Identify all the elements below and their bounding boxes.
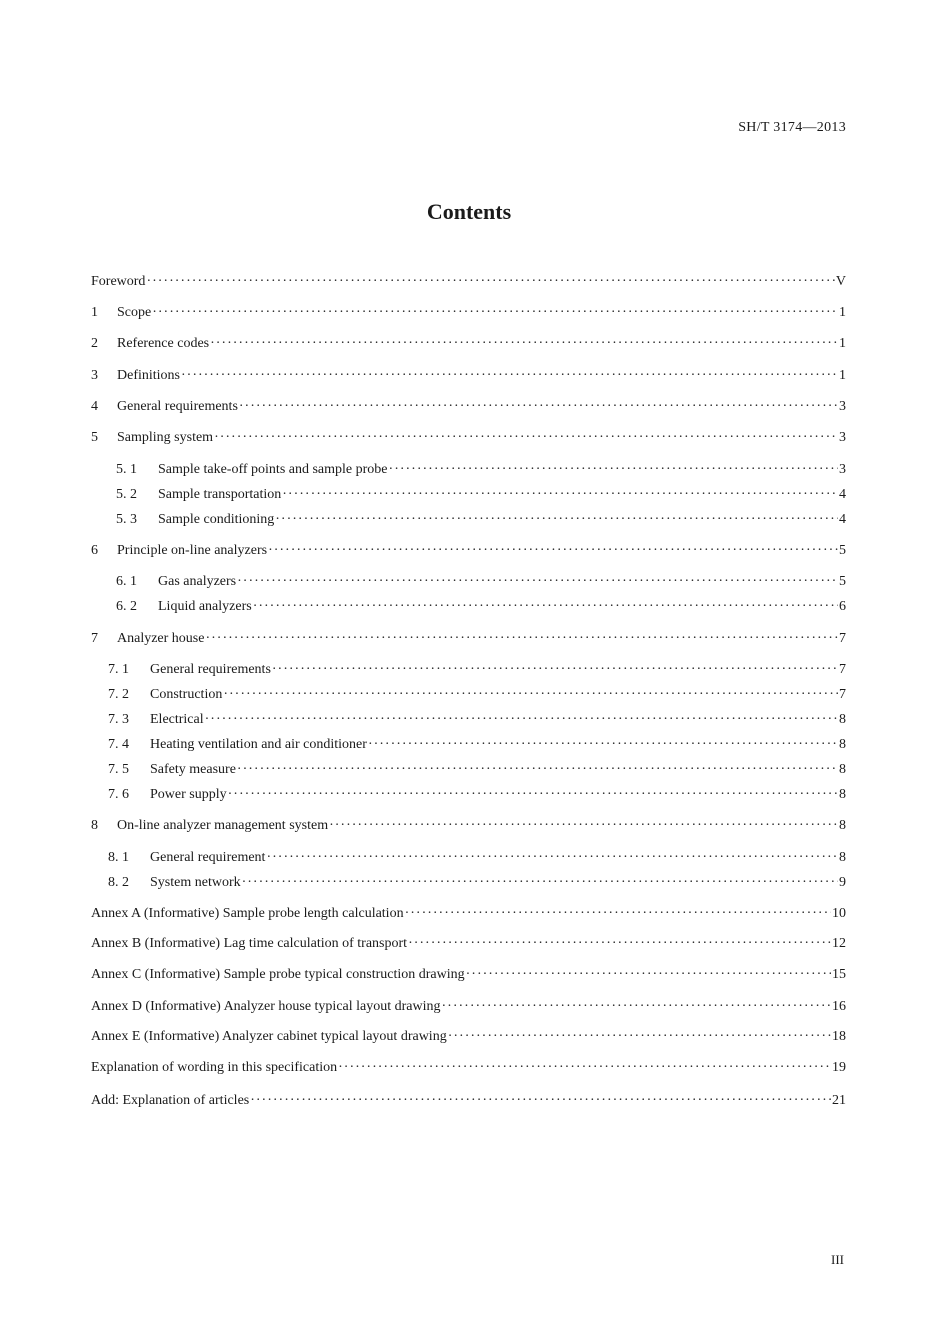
toc-entry-number: 7. 4: [108, 737, 129, 752]
dot-leader: [239, 397, 838, 417]
dot-leader: [205, 710, 838, 730]
dot-leader: [181, 366, 838, 386]
toc-entry-6-1[interactable]: [116, 572, 846, 592]
toc-entry-label: Annex B (Informative) Lag time calculation of transport: [91, 936, 408, 951]
dot-leader: [442, 997, 831, 1017]
toc-entry-number: 5. 3: [116, 512, 137, 527]
toc-entry-number: 6. 1: [116, 574, 137, 589]
dot-leader: [275, 510, 838, 530]
dot-leader: [405, 904, 831, 924]
toc-entry-label: General requirements: [117, 399, 238, 414]
dot-leader: [389, 460, 838, 480]
toc-entry-number: 2: [91, 336, 98, 351]
toc-entry-number: 6: [91, 543, 98, 558]
toc-entry-number: 7: [91, 631, 98, 646]
toc-entry-5[interactable]: [91, 428, 846, 448]
toc-entry-number: 6. 2: [116, 599, 137, 614]
toc-entry-number: 8: [91, 818, 98, 833]
dot-leader: [338, 1058, 831, 1078]
dot-leader: [242, 873, 838, 893]
toc-entry-number: 7. 5: [108, 762, 129, 777]
toc-entry-5-3[interactable]: [116, 510, 846, 530]
toc-entry-7-5[interactable]: [108, 760, 846, 780]
toc-entry-foreword[interactable]: [91, 272, 846, 292]
dot-leader: [237, 760, 838, 780]
dot-leader: [152, 303, 838, 323]
toc-entry-label: Principle on-line analyzers: [117, 543, 268, 558]
toc-entry-label: General requirement: [150, 850, 266, 865]
toc-entry-page: 4: [839, 512, 846, 527]
toc-entry-page: 8: [839, 850, 846, 865]
dot-leader: [266, 848, 838, 868]
dot-leader: [282, 485, 838, 505]
dot-leader: [272, 660, 838, 680]
standard-code: SH/T 3174—2013: [738, 120, 846, 135]
toc-entry-page: 3: [839, 430, 846, 445]
toc-entry-page: 7: [839, 687, 846, 702]
toc-entry-page: 12: [832, 936, 846, 951]
toc-entry-label: Definitions: [117, 368, 180, 383]
toc-entry-page: 8: [839, 818, 846, 833]
dot-leader: [210, 334, 838, 354]
toc-entry-explanation-wording[interactable]: [91, 1058, 846, 1078]
toc-entry-8[interactable]: [91, 816, 846, 836]
toc-entry-label: Foreword: [91, 274, 146, 289]
toc-entry-number: 5: [91, 430, 98, 445]
toc-entry-7-2[interactable]: [108, 685, 846, 705]
toc-entry-1[interactable]: [91, 303, 846, 323]
toc-entry-page: 9: [839, 875, 846, 890]
toc-entry-explanation-articles[interactable]: [91, 1091, 846, 1111]
dot-leader: [368, 735, 838, 755]
toc-entry-page: 5: [839, 574, 846, 589]
toc-entry-label: Annex D (Informative) Analyzer house typical layout drawing: [91, 999, 441, 1014]
dot-leader: [146, 272, 834, 292]
page-title: Contents: [426, 199, 512, 224]
dot-leader: [329, 816, 838, 836]
dot-leader: [408, 934, 831, 954]
toc-entry-label: System network: [150, 875, 241, 890]
toc-entry-annex-c[interactable]: [91, 965, 846, 985]
toc-entry-7-6[interactable]: [108, 785, 846, 805]
toc-entry-label: Heating ventilation and air conditioner: [150, 737, 367, 752]
toc-entry-page: 8: [839, 737, 846, 752]
toc-entry-5-2[interactable]: [116, 485, 846, 505]
toc-entry-page: 21: [832, 1093, 846, 1108]
toc-entry-page: 18: [832, 1029, 846, 1044]
toc-entry-page: 4: [839, 487, 846, 502]
toc-entry-label: On-line analyzer management system: [117, 818, 329, 833]
toc-entry-annex-a[interactable]: [91, 904, 846, 924]
toc-entry-number: 4: [91, 399, 98, 414]
toc-entry-page: 6: [839, 599, 846, 614]
toc-entry-page: 3: [839, 462, 846, 477]
toc-entry-page: 5: [839, 543, 846, 558]
dot-leader: [448, 1027, 831, 1047]
toc-entry-page: 8: [839, 762, 846, 777]
dot-leader: [466, 965, 831, 985]
toc-entry-page: 15: [832, 967, 846, 982]
toc-entry-6-2[interactable]: [116, 597, 846, 617]
toc-entry-6[interactable]: [91, 541, 846, 561]
toc-entry-label: Electrical: [150, 712, 204, 727]
dot-leader: [223, 685, 838, 705]
toc-entry-page: 19: [832, 1060, 846, 1075]
toc-entry-number: 7. 3: [108, 712, 129, 727]
toc-entry-label: Annex A (Informative) Sample probe length calculation: [91, 906, 404, 921]
toc-entry-label: Scope: [117, 305, 152, 320]
dot-leader: [214, 428, 838, 448]
dot-leader: [237, 572, 838, 592]
toc-entry-2[interactable]: [91, 334, 846, 354]
toc-entry-label: Sample take-off points and sample probe: [158, 462, 388, 477]
dot-leader: [268, 541, 838, 561]
toc-entry-7[interactable]: [91, 629, 846, 649]
toc-entry-page: 1: [839, 336, 846, 351]
toc-entry-annex-b[interactable]: [91, 934, 846, 954]
toc-entry-label: Gas analyzers: [158, 574, 237, 589]
toc-entry-label: Sampling system: [117, 430, 214, 445]
toc-entry-8-2[interactable]: [108, 873, 846, 893]
toc-entry-7-1[interactable]: [108, 660, 846, 680]
toc-entry-label: Power supply: [150, 787, 227, 802]
toc-entry-label: Sample conditioning: [158, 512, 275, 527]
toc-entry-7-4[interactable]: [108, 735, 846, 755]
toc-entry-label: Liquid analyzers: [158, 599, 252, 614]
toc-entry-5-1[interactable]: [116, 460, 846, 480]
toc-entry-label: Explanation of wording in this specification: [91, 1060, 338, 1075]
toc-entry-page: 16: [832, 999, 846, 1014]
dot-leader: [253, 597, 838, 617]
toc-entry-number: 5. 2: [116, 487, 137, 502]
toc-entry-page: 7: [839, 631, 846, 646]
toc-entry-number: 5. 1: [116, 462, 137, 477]
dot-leader: [228, 785, 838, 805]
toc-entry-page: 8: [839, 712, 846, 727]
toc-entry-number: 7. 6: [108, 787, 129, 802]
toc-entry-number: 7. 1: [108, 662, 129, 677]
toc-entry-page: 1: [839, 305, 846, 320]
dot-leader: [250, 1091, 831, 1111]
toc-entry-page: 7: [839, 662, 846, 677]
toc-entry-3[interactable]: [91, 366, 846, 386]
toc-entry-label: Safety measure: [150, 762, 236, 777]
toc-entry-label: Analyzer house: [117, 631, 205, 646]
toc-entry-annex-d[interactable]: [91, 997, 846, 1017]
toc-entry-number: 7. 2: [108, 687, 129, 702]
toc-entry-4[interactable]: [91, 397, 846, 417]
toc-entry-page: V: [835, 274, 846, 289]
toc-entry-label: General requirements: [150, 662, 271, 677]
toc-entry-8-1[interactable]: [108, 848, 846, 868]
toc-entry-number: 8. 1: [108, 850, 129, 865]
dot-leader: [205, 629, 838, 649]
toc-entry-label: Annex E (Informative) Analyzer cabinet typical layout drawing: [91, 1029, 447, 1044]
toc-entry-label: Sample transportation: [158, 487, 282, 502]
toc-entry-page: 8: [839, 787, 846, 802]
toc-entry-page: 3: [839, 399, 846, 414]
toc-entry-label: Add: Explanation of articles: [91, 1093, 250, 1108]
toc-entry-label: Construction: [150, 687, 223, 702]
toc-entry-page: 1: [839, 368, 846, 383]
toc-entry-annex-e[interactable]: [91, 1027, 846, 1047]
toc-entry-number: 8. 2: [108, 875, 129, 890]
toc-entry-number: 1: [91, 305, 98, 320]
toc-entry-label: Annex C (Informative) Sample probe typical construction drawing: [91, 967, 465, 982]
toc-entry-label: Reference codes: [117, 336, 210, 351]
toc-entry-7-3[interactable]: [108, 710, 846, 730]
page-number: III: [831, 1252, 844, 1267]
toc-entry-number: 3: [91, 368, 98, 383]
toc-entry-page: 10: [832, 906, 846, 921]
